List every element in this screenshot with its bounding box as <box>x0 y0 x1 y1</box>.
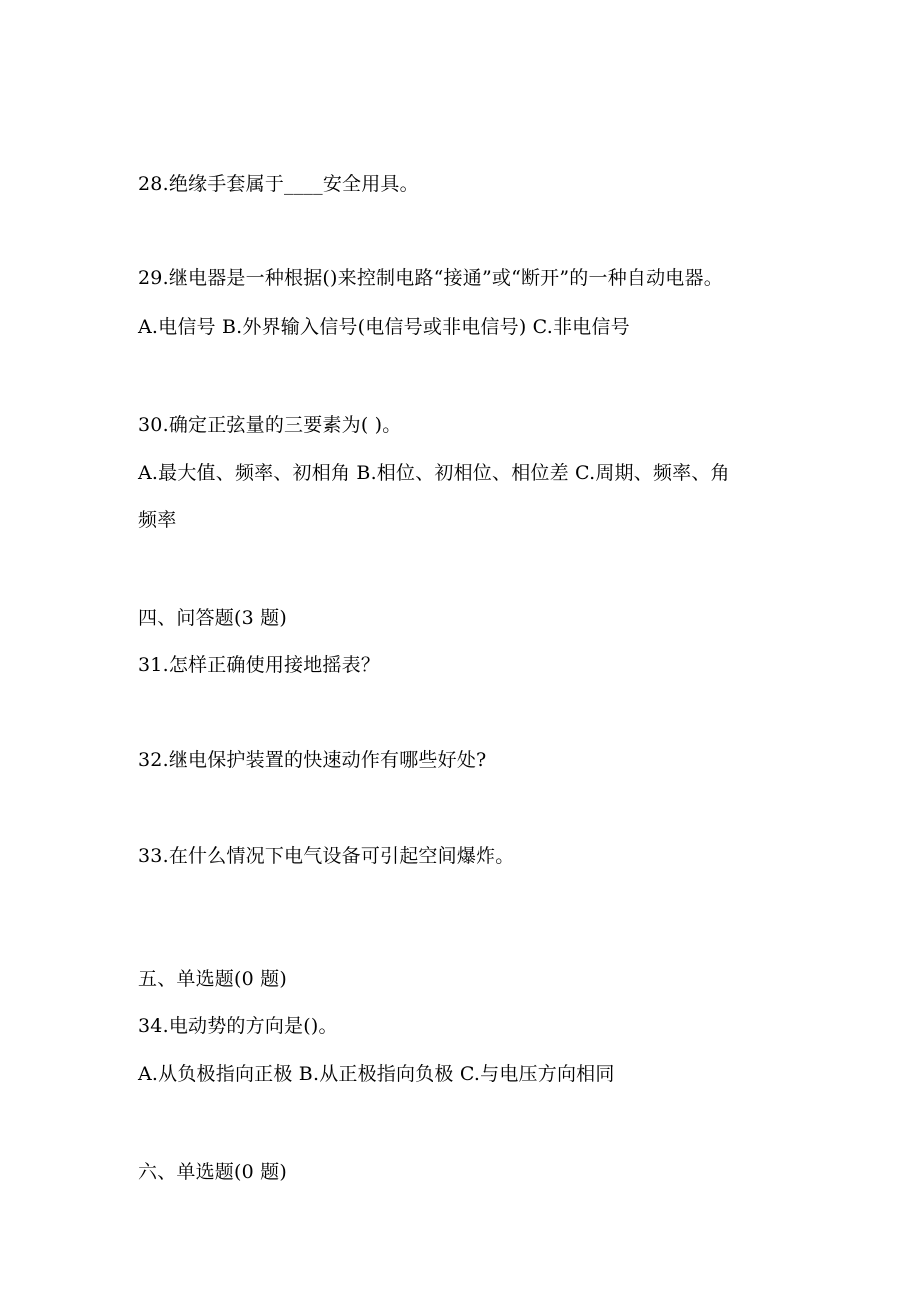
question-30-options-line1: A.最大值、频率、初相角 B.相位、初相位、相位差 C.周期、频率、角 <box>138 462 730 484</box>
question-32: 32.继电保护装置的快速动作有哪些好处? <box>138 749 487 771</box>
question-31: 31.怎样正确使用接地摇表？ <box>138 654 381 676</box>
question-28: 28.绝缘手套属于____安全用具。 <box>138 173 419 195</box>
section-4-heading: 四、问答题(3 题) <box>138 607 287 629</box>
question-29: 29.继电器是一种根据()来控制电路“接通”或“断开”的一种自动电器。 <box>138 267 723 289</box>
question-29-options: A.电信号 B.外界输入信号(电信号或非电信号) C.非电信号 <box>138 316 630 338</box>
section-6-heading: 六、单选题(0 题) <box>138 1161 287 1183</box>
section-5-heading: 五、单选题(0 题) <box>138 968 287 990</box>
question-34: 34.电动势的方向是()。 <box>138 1015 338 1037</box>
question-33: 33.在什么情况下电气设备可引起空间爆炸。 <box>138 845 515 867</box>
question-30-options-line2: 频率 <box>138 509 177 531</box>
question-34-options: A.从负极指向正极 B.从正极指向负极 C.与电压方向相同 <box>138 1063 615 1085</box>
question-30: 30.确定正弦量的三要素为( )。 <box>138 414 402 436</box>
